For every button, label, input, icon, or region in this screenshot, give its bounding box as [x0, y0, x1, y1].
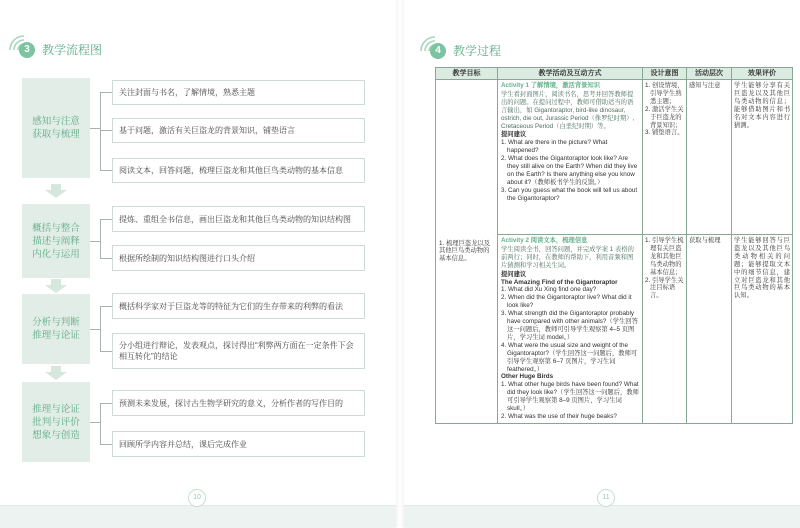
- design-intent-item: 2. 激活学生关于巨盗龙的背景知识；: [645, 105, 684, 129]
- connector-line: [100, 219, 101, 258]
- stage-label-line: 想象与创造: [32, 429, 80, 441]
- activity-2-prompt-label: 提问建议: [501, 270, 527, 278]
- activity-2-cell: [498, 235, 643, 424]
- left-footer-band: [0, 505, 396, 528]
- connector-line: [100, 306, 112, 307]
- activity-1-design-intent: [643, 80, 687, 235]
- down-arrow-icon: [45, 279, 67, 293]
- connector-line: [90, 422, 100, 423]
- stage-label-line: 概括与整合: [32, 222, 80, 234]
- stage-4-box: [22, 382, 90, 462]
- activity-2-question: 3. What strength did the Gigantoraptor probably have compared with other animals?（学生回答这一问题后，教师可引导学生观察第 4–5 页图片，学习生词 model。）: [501, 310, 638, 341]
- connector-line: [100, 403, 112, 404]
- section-title: 教学过程: [453, 44, 502, 58]
- header-teaching-goal: 教学目标: [436, 68, 498, 80]
- activity-2-question: 4. What were the usual size and weight of the Gigantoraptor?（学生回答这一问题后，教师可引导学生观察第 6–7 页图片，学习生词 feathered。）: [501, 341, 638, 373]
- activity-2-description: 学生阅读全书，回答问题，并完成学案 1 表格的前两行；同时，在教师的帮助下，利用音频和图片猜测和学习相关生词。: [501, 245, 634, 269]
- section-number-badge: 4: [430, 43, 446, 59]
- stage-1-item: 阅读文本，回答问题，梳理巨盗龙和其他巨鸟类动物的基本信息: [112, 158, 365, 183]
- activity-2-title: Activity 2 阅读文本，梳理信息: [501, 237, 588, 244]
- section-title: 教学流程图: [42, 43, 103, 57]
- connector-line: [90, 128, 100, 129]
- stage-3-box: [22, 294, 90, 364]
- right-page-number: 11: [597, 489, 615, 507]
- activity-1-level: 感知与注意: [687, 80, 732, 235]
- stage-2-item: 提炼、重组全书信息，画出巨盗龙和其他巨鸟类动物的知识结构图: [112, 206, 365, 232]
- connector-line: [100, 258, 112, 259]
- header-activities: 教学活动及互动方式: [498, 68, 643, 80]
- stage-label-line: 内化与运用: [32, 248, 80, 260]
- activity-2-question: 1. What did Xu Xing find one day?: [501, 286, 597, 294]
- activity-2-section-heading: Other Huge Birds: [501, 373, 554, 381]
- stage-label-line: 推理与论证: [32, 330, 80, 341]
- connector-line: [100, 351, 112, 352]
- connector-line: [100, 444, 112, 445]
- stage-label-line: 描述与阐释: [32, 235, 80, 247]
- activity-2-evaluation: 学生能够回答与巨盗龙以及其他巨鸟类动物相关的问题；能够提取文本中的细节信息，建立对巨盗龙和其他巨鸟类动物的基本认知。: [732, 235, 793, 424]
- connector-line: [90, 241, 100, 242]
- stage-label-line: 分析与判断: [32, 317, 80, 328]
- teaching-goal-cell: 1. 梳理巨盗龙以及其他巨鸟类动物的基本信息。: [436, 80, 498, 424]
- connector-line: [100, 92, 101, 171]
- activity-1-prompt-label: 提问建议: [501, 131, 527, 139]
- activity-1-evaluation: 学生能够分享有关巨盗龙以及其他巨鸟类动物的信息；能够借助图片和书名对文本内容进行猜测。: [732, 80, 793, 235]
- activity-2-question: 2. What was the use of their huge beaks?: [501, 412, 617, 420]
- stage-4-item: 预测未来发展，探讨古生物学研究的意义，分析作者的写作目的: [112, 390, 365, 416]
- activity-2-design-intent: [643, 235, 687, 424]
- activity-1-title: Activity 1 了解情境，激活背景知识: [501, 82, 601, 89]
- header-evaluation: 效果评价: [732, 68, 793, 80]
- activity-2-question: 1. What other huge birds have been found? What did they look like?（学生回答这一问题后，教师可引导学生观察第 8–9 页图片，学习生词 skull。）: [501, 381, 639, 413]
- right-footer-band: [404, 505, 800, 528]
- activity-1-question: 2. What does the Gigantoraptor look like? Are they still alive on the Earth? When did they live on the Earth? Is there anything else you know about it?（教师板书学生的反馈。）: [501, 155, 638, 186]
- stage-1-item: 关注封面与书名，了解情境，熟悉主题: [112, 80, 365, 105]
- stage-2-box: [22, 204, 90, 278]
- left-page-number: 10: [188, 489, 206, 507]
- header-design-intent: 设计意图: [643, 68, 687, 80]
- stage-1-item: 基于问题，激活有关巨盗龙的背景知识，铺垫语言: [112, 118, 365, 143]
- stage-label-line: 批判与评价: [32, 416, 80, 428]
- activity-2-question: 2. When did the Gigantoraptor live? What did it look like?: [501, 294, 632, 310]
- stage-4-item: 回顾所学内容并总结，课后完成作业: [112, 431, 365, 457]
- stage-label-line: 感知与注意: [32, 116, 80, 127]
- connector-line: [100, 130, 112, 131]
- stage-2-item: 根据所绘制的知识结构图进行口头介绍: [112, 245, 365, 271]
- section-number-badge: 3: [19, 42, 35, 58]
- activity-1-cell: [498, 80, 643, 235]
- connector-line: [90, 329, 100, 330]
- process-section-header: [419, 35, 549, 61]
- connector-line: [100, 92, 112, 93]
- teaching-process-table: [435, 67, 793, 424]
- activity-2-level: 获取与梳理: [687, 235, 732, 424]
- design-intent-item: 1. 引导学生梳理有关巨盗龙和其他巨鸟类动物的基本信息；: [645, 237, 684, 276]
- activity-1-question: 1. What are there in the picture? What happened?: [501, 139, 608, 155]
- connector-line: [100, 219, 112, 220]
- stage-3-item: 分小组进行辩论，发表观点，探讨得出“利弊两方面在一定条件下会相互转化”的结论: [112, 333, 365, 369]
- connector-line: [100, 306, 101, 351]
- stage-label-line: 推理与论证: [32, 403, 80, 415]
- flowchart-section-header: [8, 34, 138, 60]
- activity-1-row: [436, 80, 793, 235]
- design-intent-item: 2. 引导学生关注目标语言。: [645, 276, 684, 300]
- stage-1-box: [22, 78, 90, 178]
- activity-2-section-heading: The Amazing Find of the Gigantoraptor: [501, 278, 618, 286]
- page-gutter: [396, 0, 404, 527]
- down-arrow-icon: [45, 366, 67, 380]
- activity-1-question: 3. Can you guess what the book will tell us about the Gigantoraptor?: [501, 186, 638, 202]
- design-intent-item: 3. 铺垫语言。: [645, 129, 684, 137]
- design-intent-item: 1. 创设情境，引导学生熟悉主题；: [645, 82, 684, 105]
- activity-1-description: 学生看封面图片，阅读书名，思考并回答教师提出的问题。在提问过程中，教师可借助适当的语言输出，如 Gigantoraptor, bird-like dinosaur, ostrich, die out, Jurassic Period（侏罗纪时期）, Cretaceous Period（白垩纪时期）等。: [501, 90, 635, 130]
- down-arrow-icon: [45, 184, 67, 198]
- table-header-row: [436, 68, 793, 80]
- connector-line: [100, 170, 112, 171]
- stage-label-line: 获取与梳理: [32, 129, 80, 140]
- connector-line: [100, 403, 101, 444]
- header-activity-level: 活动层次: [687, 68, 732, 80]
- stage-3-item: 概括科学家对于巨盗龙等的特征为它们的生存带来的利弊的看法: [112, 293, 365, 319]
